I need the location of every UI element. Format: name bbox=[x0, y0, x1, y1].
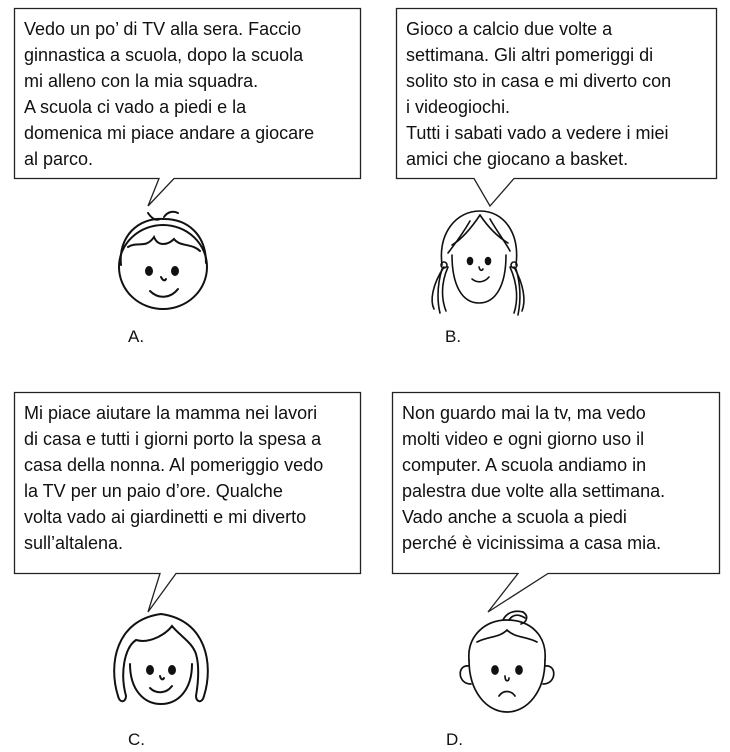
label-c: C. bbox=[128, 730, 145, 749]
speech-bubble-d bbox=[392, 392, 720, 574]
girl-short-hair-face-icon bbox=[106, 604, 216, 714]
label-d: D. bbox=[446, 730, 463, 749]
label-a: A. bbox=[128, 327, 145, 346]
panel-b bbox=[365, 0, 730, 376]
speech-bubble-b bbox=[396, 8, 717, 179]
girl-long-hair-face-icon bbox=[422, 205, 532, 317]
speech-text-c: Mi piace aiutare la mamma nei lavori di casa e tutti i giorni porto la spesa a casa della nonna. Al pomeriggio vedo la TV per un paio d’ore. Qualche volta vado ai giardinetti e mi diverto sull’altalena. bbox=[24, 403, 324, 553]
speech-text-a: Vedo un po’ di TV alla sera. Faccio ginnastica a scuola, dopo la scuola mi alleno con la mia squadra. A scuola ci vado a piedi e la domenica mi piace andare a giocare al parco. bbox=[24, 19, 315, 169]
label-b: B. bbox=[445, 327, 462, 346]
panel-c bbox=[0, 376, 365, 752]
speech-text-b: Gioco a calcio due volte a settimana. Gli altri pomeriggi di solito sto in casa e mi diverto con i videogiochi. Tutti i sabati vado a vedere i miei amici che giocano a basket. bbox=[406, 19, 672, 169]
speech-text-d: Non guardo mai la tv, ma vedo molti video e ogni giorno uso il computer. A scuola andiamo in palestra due volte alla settimana. Vado anche a scuola a piedi perché è vicinissima a casa mia. bbox=[402, 403, 666, 553]
speech-bubble-c bbox=[14, 392, 361, 574]
panel-a bbox=[0, 0, 365, 376]
speech-bubble-a bbox=[14, 8, 361, 179]
panel-d bbox=[365, 376, 730, 752]
boy-face-icon bbox=[108, 207, 218, 317]
sad-boy-face-icon bbox=[447, 608, 567, 718]
